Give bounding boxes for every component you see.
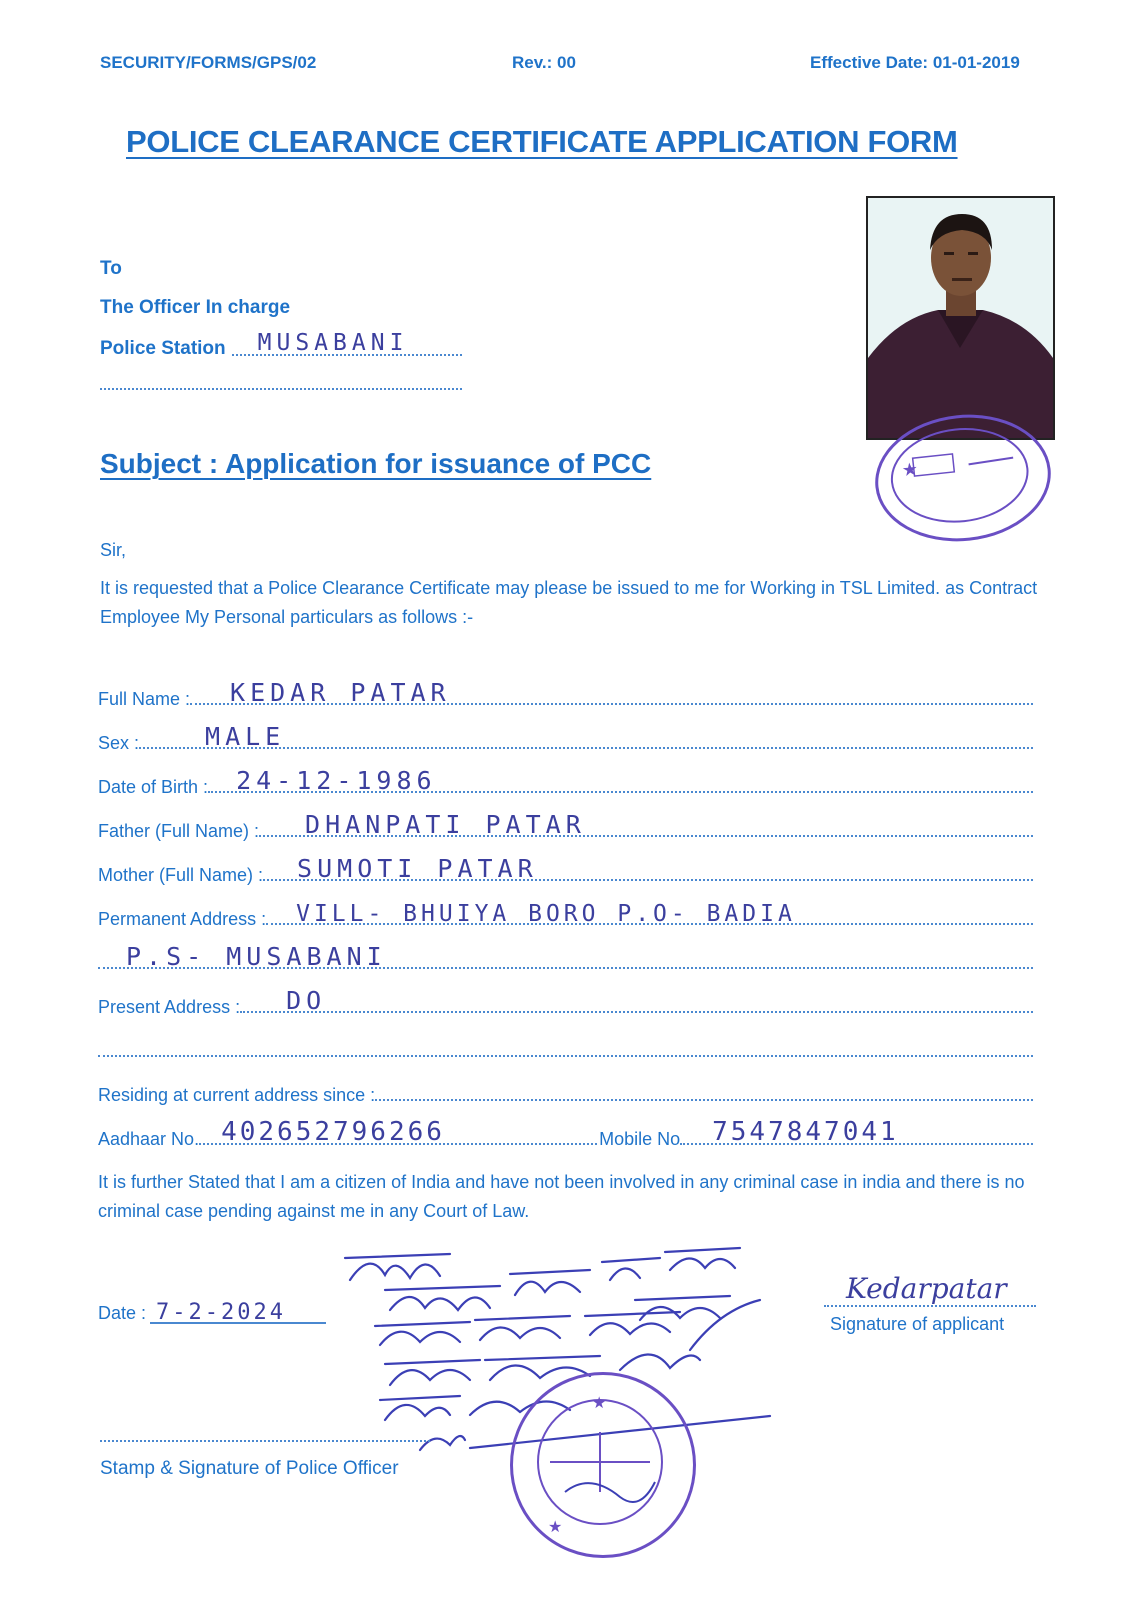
present-address-label: Present Address :	[98, 997, 241, 1017]
father-label: Father (Full Name) :	[98, 821, 260, 841]
aadhaar-mobile-row	[98, 1117, 1033, 1150]
aadhaar-value: 402652796266	[221, 1117, 445, 1147]
date-label: Date :	[98, 1303, 147, 1323]
mother-row	[98, 856, 1033, 886]
permanent-address-line2: P.S- MUSABANI	[126, 942, 387, 971]
police-station-value: MUSABANI	[257, 330, 409, 356]
revision: Rev.: 00	[512, 53, 576, 72]
police-station-stamp	[510, 1372, 696, 1558]
applicant-signature: Kedarpatar	[846, 1272, 1007, 1305]
father-row	[98, 812, 1033, 842]
intro-paragraph: It is requested that a Police Clearance Certificate may please be issued to me for Working in TSL Limited. as Contract Employee My Personal particulars as follows :-	[100, 578, 1038, 627]
permanent-address-label: Permanent Address :	[98, 909, 267, 929]
residing-label: Residing at current address since :	[98, 1085, 376, 1105]
aadhaar-label: Aadhaar No.	[98, 1129, 200, 1149]
permanent-address-row-2	[98, 944, 1033, 974]
present-address-row	[98, 988, 1033, 1018]
sex-label: Sex :	[98, 733, 140, 753]
mother-label: Mother (Full Name) :	[98, 865, 264, 885]
full-name-label: Full Name :	[98, 689, 191, 709]
applicant-photo	[866, 196, 1055, 440]
subject-heading: Subject : Application for issuance of PCC	[100, 448, 652, 479]
date-value: 7-2-2024	[156, 1300, 286, 1325]
mobile-value: 7547847041	[712, 1117, 899, 1147]
svg-text:★: ★	[592, 1393, 607, 1412]
salutation: Sir,	[100, 540, 127, 560]
signature-line	[824, 1272, 1036, 1307]
officer-signature-label: Stamp & Signature of Police Officer	[100, 1458, 399, 1479]
permanent-address-row	[98, 900, 1033, 930]
present-address-row-2	[98, 1032, 1033, 1062]
effective-date: Effective Date: 01-01-2019	[810, 53, 1020, 72]
full-name-value: KEDAR PATAR	[230, 678, 451, 707]
mobile-label: Mobile No	[599, 1129, 681, 1149]
permanent-address-line1: VILL- BHUIYA BORO P.O- BADIA	[296, 901, 796, 927]
address-blank-line	[100, 388, 462, 390]
dob-value: 24-12-1986	[236, 766, 437, 795]
form-code: SECURITY/FORMS/GPS/02	[100, 53, 317, 72]
page-title: POLICE CLEARANCE CERTIFICATE APPLICATION FORM	[126, 124, 958, 159]
officer-signature-line	[100, 1440, 430, 1442]
dob-row	[98, 768, 1033, 798]
police-stamp-photo	[869, 406, 1057, 550]
present-address-value: DO	[286, 986, 327, 1015]
sex-row	[98, 724, 1033, 754]
svg-text:★: ★	[548, 1517, 563, 1536]
police-station-line	[100, 332, 462, 360]
residing-row	[98, 1076, 1033, 1106]
signature-label: Signature of applicant	[830, 1314, 1005, 1334]
sex-value: MALE	[205, 722, 286, 751]
mother-value: SUMOTI PATAR	[297, 854, 538, 883]
dob-label: Date of Birth :	[98, 777, 209, 797]
officer-label: The Officer In charge	[100, 297, 291, 318]
svg-text:★: ★	[900, 458, 920, 482]
father-value: DHANPATI PATAR	[305, 810, 586, 839]
declaration-paragraph: It is further Stated that I am a citizen of India and have not been involved in any criminal case in india and there is no criminal case pending against me in any Court of Law.	[98, 1172, 1025, 1221]
to-label: To	[100, 258, 122, 279]
date-line	[98, 1296, 326, 1324]
police-station-label: Police Station	[100, 338, 226, 359]
full-name-row	[98, 680, 1033, 710]
